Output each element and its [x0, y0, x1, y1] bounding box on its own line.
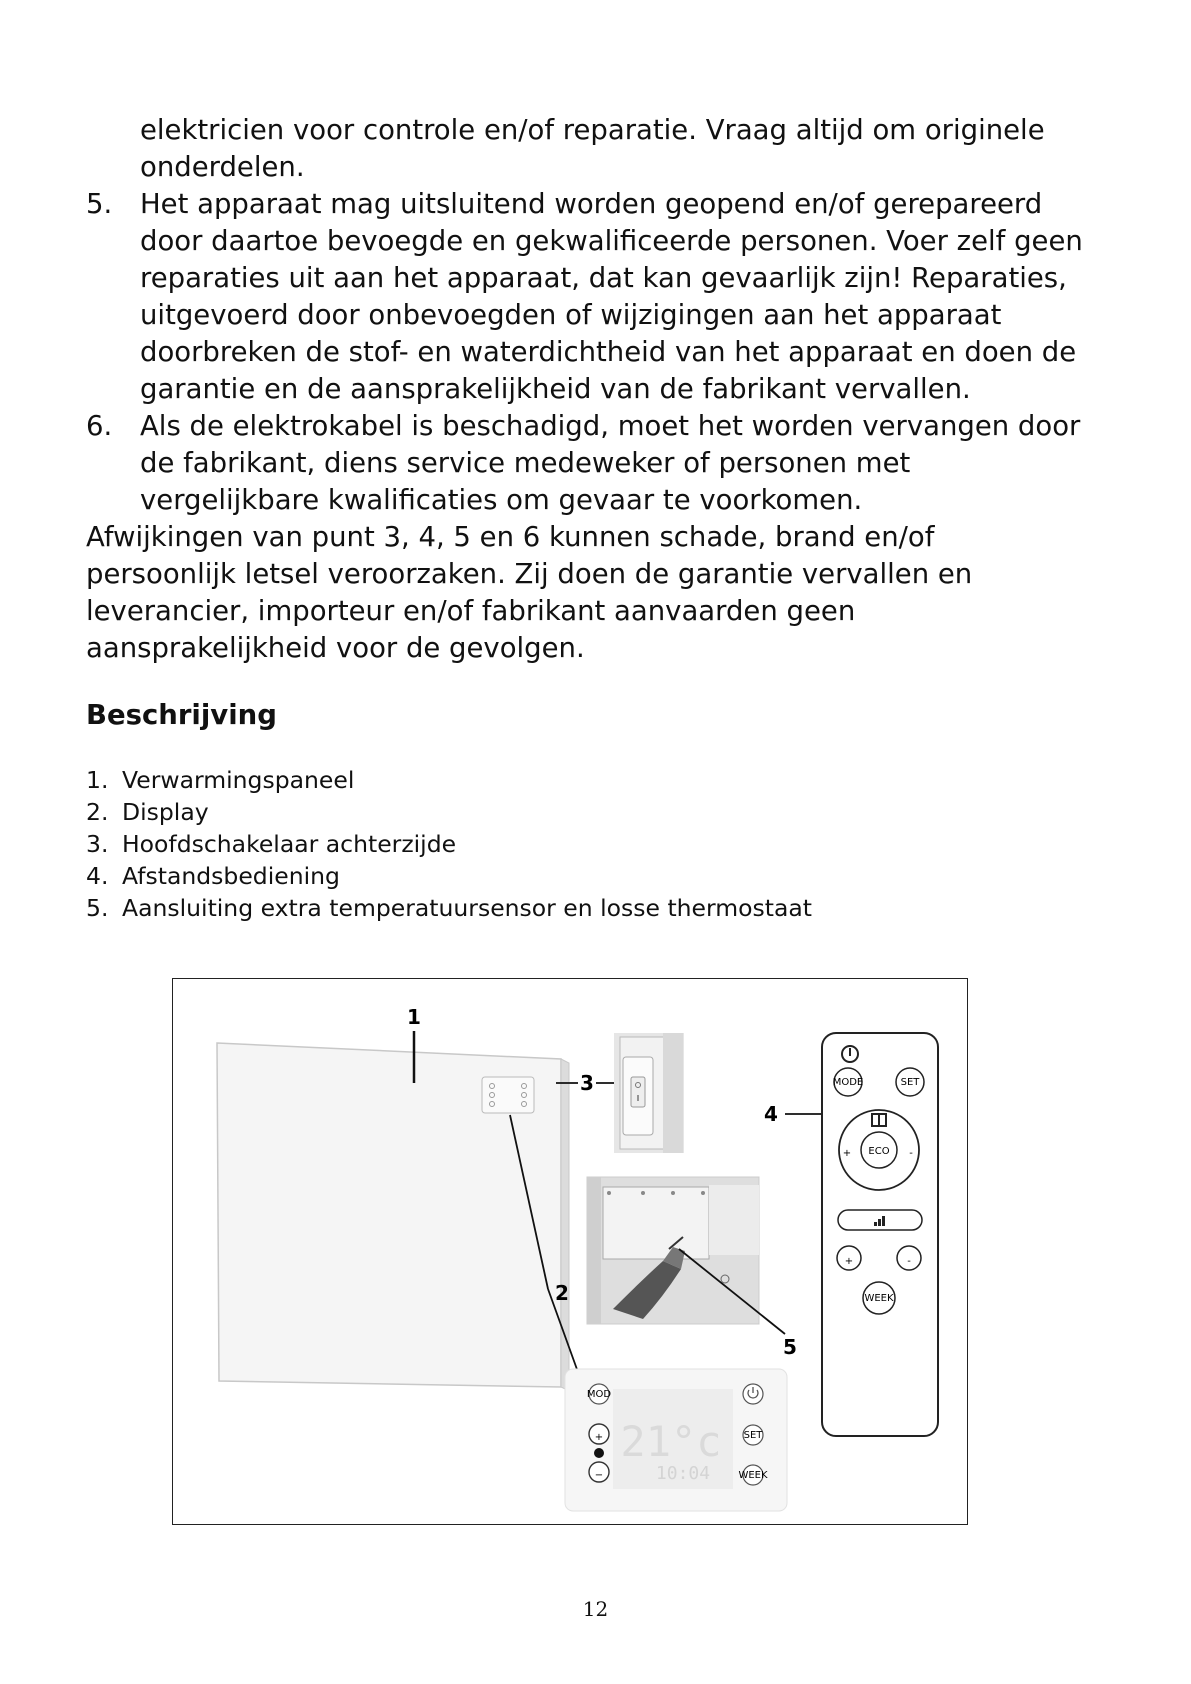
- description-label: Verwarmingspaneel: [122, 766, 355, 794]
- callout-3: 3: [580, 1071, 594, 1095]
- item-line: reparaties uit aan het apparaat, dat kan gevaarlijk zijn! Reparaties,: [140, 262, 1067, 294]
- warning-line: Afwijkingen van punt 3, 4, 5 en 6 kunnen schade, brand en/of: [86, 521, 935, 553]
- remote-dpad-minus: -: [909, 1148, 913, 1159]
- description-number: 3.: [86, 830, 109, 858]
- callout-5: 5: [783, 1335, 797, 1359]
- continuation-line: onderdelen.: [140, 151, 305, 183]
- description-list: [86, 764, 812, 924]
- callout-4: 4: [764, 1102, 778, 1126]
- description-label: Afstandsbediening: [122, 862, 340, 890]
- display-indicator-dot: [594, 1448, 604, 1458]
- description-item: [86, 796, 812, 828]
- display-mode-label: MOD: [586, 1389, 612, 1400]
- description-item: [86, 764, 812, 796]
- item-line: garantie en de aansprakelijkheid van de fabrikant vervallen.: [140, 373, 971, 405]
- description-label: Aansluiting extra temperatuursensor en losse thermostaat: [122, 894, 813, 922]
- description-number: 5.: [86, 894, 109, 922]
- display-week-label: WEEK: [738, 1470, 768, 1481]
- page-number: 12: [582, 1597, 609, 1621]
- remote-bars-icon: [874, 1222, 877, 1226]
- item-line: Het apparaat mag uitsluitend worden geopend en/of gerepareerd: [140, 188, 1043, 220]
- display-minus-label: −: [594, 1470, 604, 1481]
- remote-control: [822, 1033, 938, 1436]
- item-text: [140, 408, 1116, 519]
- main-switch-photo: [614, 1033, 684, 1153]
- remote-eco-label: ECO: [868, 1146, 890, 1157]
- display-plus-label: +: [594, 1432, 604, 1443]
- display-time: 10:04: [655, 1463, 711, 1484]
- heating-panel: [217, 1043, 569, 1391]
- warning-line: persoonlijk letsel veroorzaken. Zij doen de garantie vervallen en: [86, 558, 973, 590]
- display-temperature: 21°c: [620, 1417, 722, 1466]
- remote-minus-label: -: [907, 1256, 911, 1267]
- item-line: de fabrikant, diens service medeweker of personen met: [140, 447, 911, 479]
- warning-line: aansprakelijkheid voor de gevolgen.: [86, 632, 585, 664]
- continuation-line: elektricien voor controle en/of reparatie. Vraag altijd om originele: [140, 114, 1045, 146]
- remote-plus-label: +: [844, 1256, 854, 1267]
- warning-line: leverancier, importeur en/of fabrikant aanvaarden geen: [86, 595, 856, 627]
- list-item-5: [86, 186, 1116, 408]
- item-number: 5.: [86, 188, 113, 220]
- description-number: 4.: [86, 862, 109, 890]
- item-line: vergelijkbare kwalificaties om gevaar te voorkomen.: [140, 484, 863, 516]
- item-line: Als de elektrokabel is beschadigd, moet het worden vervangen door: [140, 410, 1081, 442]
- item-line: uitgevoerd door onbevoegden of wijzigingen aan het apparaat: [140, 299, 1002, 331]
- body-text: [86, 112, 1116, 667]
- item-line: door daartoe bevoegde en gekwalificeerde personen. Voer zelf geen: [140, 225, 1083, 257]
- warning-paragraph: [86, 519, 1116, 667]
- description-item: [86, 892, 812, 924]
- display-closeup: [565, 1369, 787, 1511]
- connection-photo: [587, 1177, 759, 1324]
- item-text: [140, 186, 1116, 408]
- product-illustration: [173, 979, 967, 1524]
- callout-2: 2: [555, 1281, 569, 1305]
- description-number: 1.: [86, 766, 109, 794]
- item-number: 6.: [86, 410, 113, 442]
- remote-mode-label: MODE: [832, 1077, 864, 1088]
- remote-week-label: WEEK: [864, 1293, 894, 1304]
- description-label: Display: [122, 798, 209, 826]
- item-line: doorbreken de stof- en waterdichtheid van het apparaat en doen de: [140, 336, 1077, 368]
- callout-1: 1: [407, 1005, 421, 1029]
- section-title: Beschrijving: [86, 699, 277, 731]
- remote-dpad-plus: +: [842, 1148, 852, 1159]
- remote-set-label: SET: [900, 1077, 920, 1088]
- product-figure: [172, 978, 968, 1525]
- description-label: Hoofdschakelaar achterzijde: [122, 830, 457, 858]
- list-item-6: [86, 408, 1116, 519]
- display-set-label: SET: [743, 1430, 763, 1441]
- description-number: 2.: [86, 798, 109, 826]
- description-item: [86, 828, 812, 860]
- description-item: [86, 860, 812, 892]
